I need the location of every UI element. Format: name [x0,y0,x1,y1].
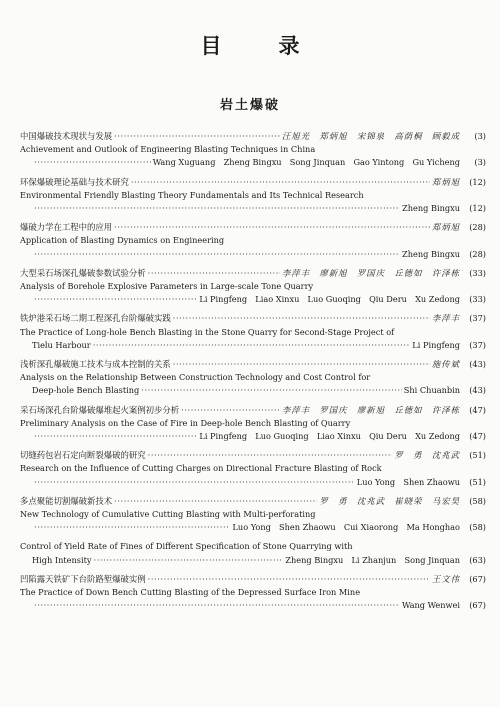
toc-cn-authors: 汪旭光 郑炳旭 宋锦泉 高荫桐 顾毅成 [281,131,460,141]
toc-en-line [20,384,486,397]
toc-en-title: The Practice of Down Bench Cutting Blasting of the Depressed Surface Iron Mine [20,587,361,598]
toc-cn-title: 环保爆破理论基础与技术研究 [20,176,129,187]
toc-en-line [20,248,486,261]
toc-en-title: Analysis of Borehole Explosive Parameters in Large-scale Tone Quarry [20,281,314,292]
toc-page-number: (67) [469,600,486,611]
toc-en-line [20,476,486,489]
toc-cn-authors: 罗 勇 沈兆武 [394,450,460,461]
toc-leader-dots [93,339,411,352]
toc-page-number: (58) [469,495,486,506]
toc-cn-authors: 李萍丰 廖新旭 罗国庆 丘德如 许泽栋 [281,267,460,278]
toc-en-authors: Luo Yong Shen Zhaowu [356,476,460,487]
toc-leader-dots [34,599,400,612]
toc-cn-line [20,176,486,189]
toc-entry[interactable] [20,540,486,566]
toc-en-line [20,554,486,567]
toc-leader-dots [34,248,400,261]
toc-en-title-cont: Tielu Harbour [32,339,91,350]
toc-page-number: (3) [474,157,486,168]
toc-page-number: (47) [469,404,486,415]
toc-en-title: The Practice of Long-hole Bench Blasting in the Stone Quarry for Second-Stage Project of [20,326,395,337]
toc-en-authors: Li Pingfeng Liao Xinxu Luo Guoqing Qiu Deru Xu Zedong [199,294,460,305]
toc-leader-dots [34,430,197,443]
toc-en-line [20,293,486,306]
toc-entry[interactable] [20,312,486,352]
toc-page-number: (37) [469,313,486,324]
toc-leader-dots [34,156,151,169]
toc-cn-authors: 李萍丰 [431,313,460,324]
toc-en-authors: Luo Yong Shen Zhaowu Cui Xiaorong Ma Honghao [232,522,460,533]
toc-cn-title: 中国爆破技术现状与发展 [20,131,113,141]
toc-cn-line [20,267,486,280]
toc-leader-dots [148,573,430,586]
toc-cn-authors: 李萍丰 罗国庆 廖新旭 丘德如 许泽栋 [281,404,460,415]
toc-cn-title: 大型采石场深孔爆破参数试验分析 [20,267,146,278]
toc-list [20,130,486,619]
page-title: 目 录 [200,33,318,58]
toc-page-number: (63) [469,554,486,565]
toc-page-number: (67) [469,573,486,584]
toc-cn-authors: 王文伟 [431,573,460,584]
toc-en-authors: Zheng Bingxu Li Zhanjun Song Jinquan [285,554,460,565]
toc-en-authors: Zheng Bingxu [402,248,460,259]
toc-en-authors: Li Pingfeng Luo Guoqing Liao Xinxu Qiu Deru Xu Zedong [199,431,460,442]
toc-en-line [20,202,486,215]
toc-en-authors: Li Pingfeng [412,339,460,350]
toc-cn-authors: 郑炳旭 [431,222,460,233]
toc-entry[interactable] [20,221,486,261]
toc-en-authors: Zheng Bingxu [402,203,460,214]
toc-leader-dots [114,221,430,234]
toc-en-title: New Technology of Cumulative Cutting Blasting with Multi-perforating [20,509,316,520]
toc-cn-line [20,495,486,508]
toc-leader-dots [181,404,280,417]
toc-en-title-cont: Deep-hole Bench Blasting [32,385,140,396]
toc-page-number: (3) [474,131,486,141]
toc-page-number: (33) [469,294,486,305]
toc-cn-authors: 罗 勇 沈兆武 崔晓荣 马宏昊 [319,495,460,506]
toc-cn-title: 凹陷露天铁矿下台阶路堑爆破实例 [20,573,146,584]
toc-cn-title: 铁炉港采石场二期工程深孔台阶爆破实践 [20,313,171,324]
toc-leader-dots [34,202,400,215]
toc-en-title-cont: High Intensity [32,554,92,565]
toc-page-number: (43) [469,385,486,396]
toc-cn-title: 浅析深孔爆破施工技术与成本控制的关系 [20,359,171,370]
toc-entry[interactable] [20,358,486,398]
toc-cn-title: 采石场深孔台阶爆破爆堆起火案例初步分析 [20,404,180,415]
toc-en-title: Control of Yield Rate of Fines of Different Specification of Stone Quarrying with [20,541,353,552]
toc-entry[interactable] [20,130,486,170]
toc-en-title: Analysis on the Relationship Between Construction Technology and Cost Control for [20,372,371,383]
section-title: 岩土爆破 [219,98,280,113]
toc-en-line [20,430,486,443]
toc-leader-dots [131,176,430,189]
toc-cn-line [20,312,486,325]
toc-entry[interactable] [20,267,486,307]
toc-entry[interactable] [20,176,486,216]
toc-page-number: (51) [469,476,486,487]
toc-en-line [20,156,486,169]
toc-page-number: (58) [469,522,486,533]
toc-en-title: Application of Blasting Dynamics on Engineering [20,235,225,246]
toc-en-title: Achievement and Outlook of Engineering Blasting Techniques in China [20,144,316,155]
toc-cn-line [20,130,486,143]
toc-en-authors: Wang Wenwei [401,600,460,611]
toc-cn-line [20,221,486,234]
toc-en-authors: Shi Chuanbin [403,385,460,396]
toc-page-number: (43) [469,359,486,370]
toc-page-number: (28) [469,222,486,233]
toc-leader-dots [114,495,317,508]
toc-leader-dots [34,521,230,534]
toc-cn-line [20,573,486,586]
toc-leader-dots [173,358,430,371]
toc-leader-dots [141,384,402,397]
toc-entry[interactable] [20,449,486,489]
toc-entry[interactable] [20,495,486,535]
toc-leader-dots [148,449,393,462]
toc-cn-line [20,404,486,417]
toc-page-number: (33) [469,267,486,278]
toc-page-number: (51) [469,450,486,461]
toc-page-number: (37) [469,339,486,350]
toc-leader-dots [173,312,430,325]
toc-entry[interactable] [20,573,486,613]
toc-page-number: (12) [469,176,486,187]
toc-page-number: (47) [469,431,486,442]
toc-cn-title: 多点聚能切割爆破新技术 [20,495,113,506]
toc-leader-dots [114,130,280,143]
toc-en-line [20,599,486,612]
toc-page-number: (12) [469,203,486,214]
toc-cn-authors: 施传斌 [431,359,460,370]
toc-en-line [20,339,486,352]
toc-en-title: Preliminary Analysis on the Case of Fire in Deep-hole Bench Blasting of Quarry [20,417,351,428]
toc-leader-dots [34,293,197,306]
toc-leader-dots [34,476,355,489]
toc-leader-dots [148,267,280,280]
toc-cn-title: 切缝药包岩石定向断裂爆破的研究 [20,450,146,461]
toc-en-authors: Wang Xuguang Zheng Bingxu Song Jinquan Gao Yintong Gu Yicheng [152,157,460,168]
toc-en-line [20,521,486,534]
toc-leader-dots [94,554,284,567]
toc-page-number: (28) [469,248,486,259]
toc-en-title: Environmental Friendly Blasting Theory Fundamentals and Its Technical Research [20,189,364,200]
toc-entry[interactable] [20,404,486,444]
toc-cn-line [20,358,486,371]
toc-cn-title: 爆破力学在工程中的应用 [20,222,113,233]
toc-cn-authors: 郑炳旭 [431,176,460,187]
toc-en-title: Research on the Influence of Cutting Charges on Directional Fracture Blasting of Rock [20,463,382,474]
toc-cn-line [20,449,486,462]
